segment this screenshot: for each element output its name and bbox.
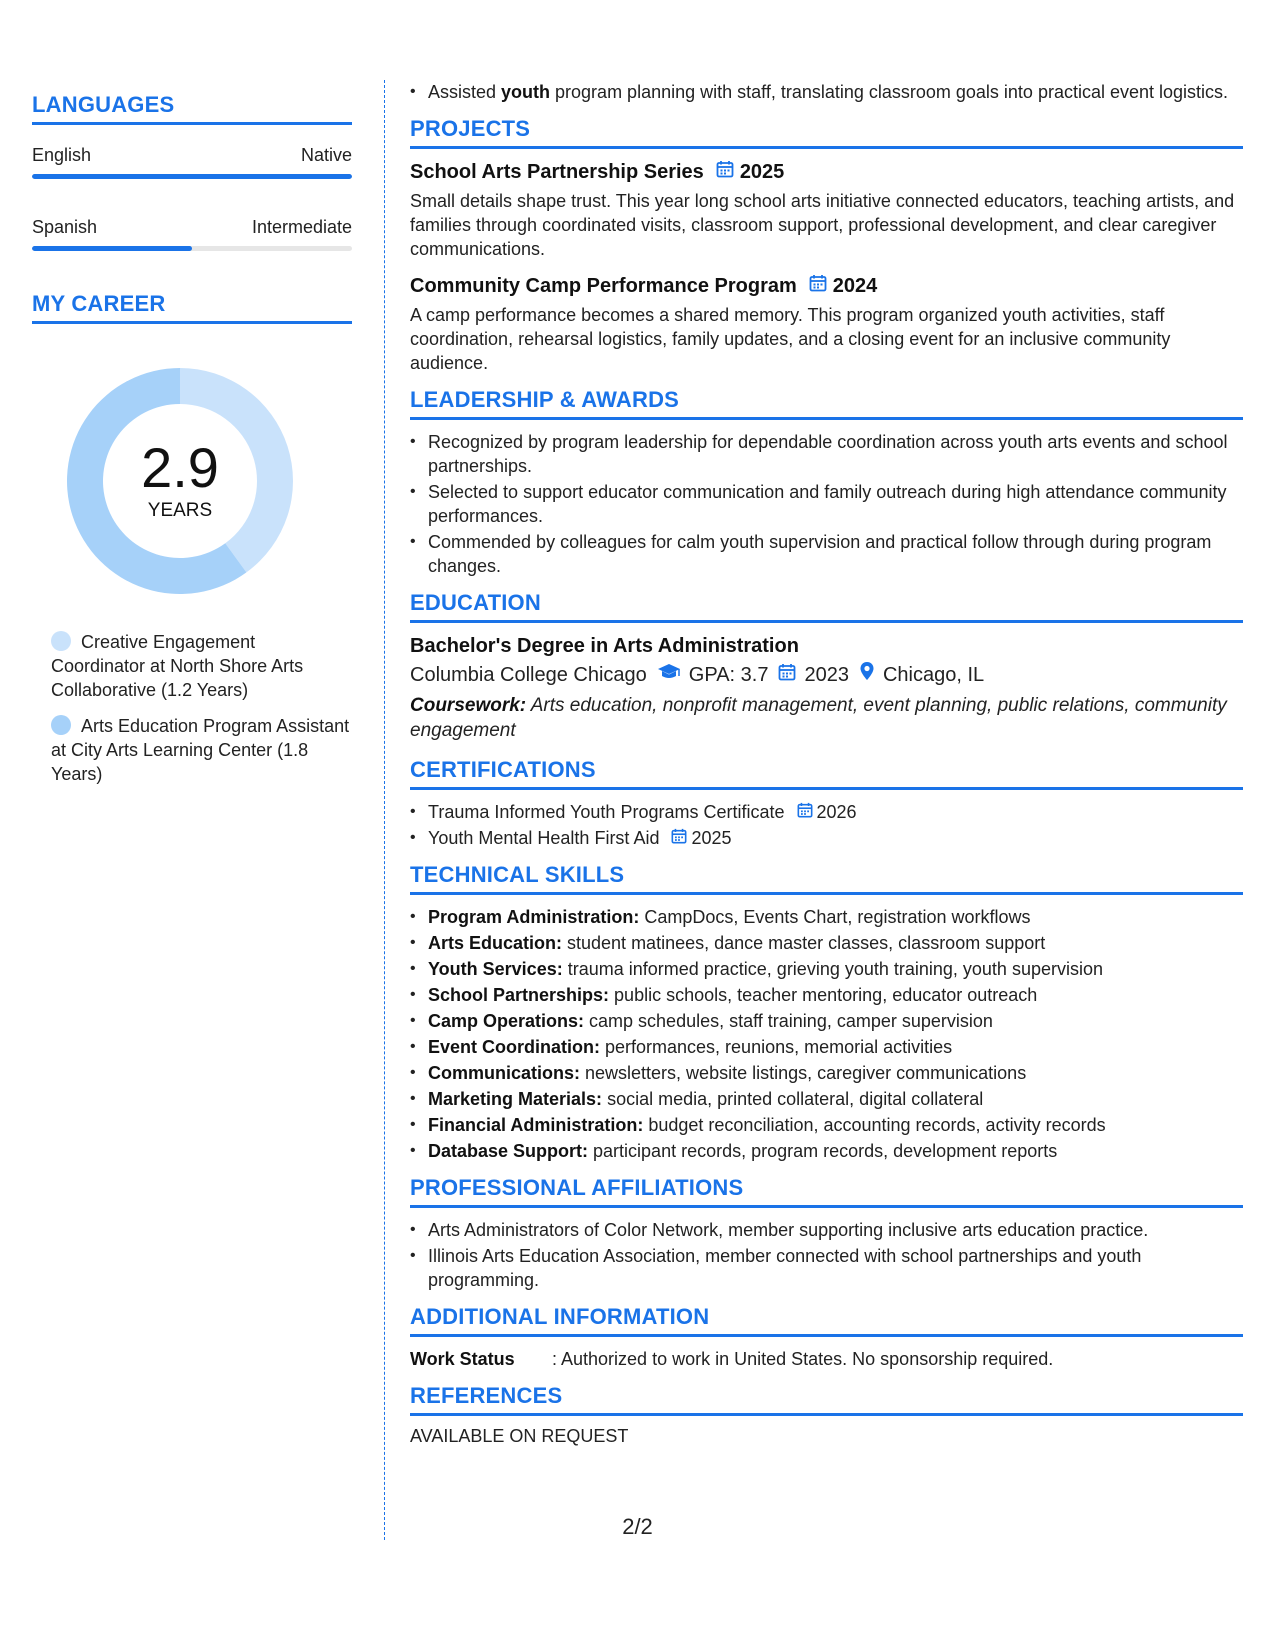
leadership-bullet: • Selected to support educator communication and family outreach during high attendance community performances.: [410, 480, 1243, 528]
project-year: 2025: [739, 161, 785, 183]
calendar-icon: [671, 826, 687, 850]
career-donut: [67, 368, 293, 594]
skill-item: • Financial Administration: budget reconciliation, accounting records, activity records: [410, 1113, 1243, 1137]
project-item: [410, 273, 1243, 375]
skill-item: • School Partnerships: public schools, teacher mentoring, educator outreach: [410, 983, 1243, 1007]
language-row-spanish: [32, 217, 352, 238]
right-column: [410, 80, 1243, 1447]
leadership-bullet: • Commended by colleagues for calm youth supervision and practical follow through during program changes.: [410, 530, 1243, 578]
language-bar-english: [32, 174, 352, 179]
gpa: GPA: 3.7: [688, 664, 769, 686]
degree-title: Bachelor's Degree in Arts Administration: [410, 635, 799, 657]
graduation-year: 2023: [804, 664, 849, 686]
career-legend: [32, 630, 352, 786]
legend-dot: [51, 715, 71, 735]
language-name: English: [32, 145, 92, 165]
language-name: Spanish: [32, 217, 98, 237]
language-bar-fill: [32, 246, 192, 251]
career-legend-label: Creative Engagement Coordinator at North Shore Arts Collaborative (1.2 Years): [51, 632, 304, 700]
project-name: Community Camp Performance Program: [410, 275, 797, 297]
affiliations-title: PROFESSIONAL AFFILIATIONS: [410, 1175, 1243, 1208]
skill-item: • Event Coordination: performances, reunions, memorial activities: [410, 1035, 1243, 1059]
certification-item: • Trauma Informed Youth Programs Certificate 2026: [410, 800, 1243, 824]
school-name: Columbia College Chicago: [410, 664, 647, 686]
calendar-icon: [809, 273, 827, 299]
calendar-icon: [716, 159, 734, 185]
additional-title: ADDITIONAL INFORMATION: [410, 1304, 1243, 1337]
left-column: [32, 92, 352, 798]
languages-title: LANGUAGES: [32, 92, 352, 125]
references-text: AVAILABLE ON REQUEST: [410, 1426, 629, 1446]
certifications-title: CERTIFICATIONS: [410, 757, 1243, 790]
skill-item: • Program Administration: CampDocs, Events Chart, registration workflows: [410, 905, 1243, 929]
career-section: [32, 291, 352, 786]
project-name: School Arts Partnership Series: [410, 161, 704, 183]
language-bar-fill: [32, 174, 352, 179]
language-bar-spanish: [32, 246, 352, 251]
work-status-value: : Authorized to work in United States. No sponsorship required.: [552, 1349, 1054, 1369]
projects-section: [410, 116, 1243, 375]
skill-item: • Arts Education: student matinees, dance master classes, classroom support: [410, 931, 1243, 955]
career-title: MY CAREER: [32, 291, 352, 324]
certification-item: • Youth Mental Health First Aid 2025: [410, 826, 1243, 850]
calendar-icon: [778, 659, 796, 691]
location-pin-icon: [859, 659, 875, 691]
skill-item: • Youth Services: trauma informed practice, grieving youth training, youth supervision: [410, 957, 1243, 981]
project-description: A camp performance becomes a shared memory. This program organized youth activities, staff coordination, rehearsal logistics, family updates, and a closing event for an inclusive community audience.: [410, 305, 1171, 373]
project-description: Small details shape trust. This year long school arts initiative connected educators, teaching artists, and families through coordinated visits, classroom support, professional development, and clear caregiver communications.: [410, 191, 1235, 259]
work-status-label: Work Status: [410, 1349, 515, 1369]
career-legend-label: Arts Education Program Assistant at City Arts Learning Center (1.8 Years): [51, 716, 350, 784]
experience-bullet: • Assisted youth program planning with staff, translating classroom goals into practical event logistics.: [410, 80, 1243, 104]
graduation-cap-icon: [657, 659, 681, 691]
affiliations-section: [410, 1175, 1243, 1292]
language-row-english: [32, 145, 352, 166]
legend-dot: [51, 631, 71, 651]
skill-item: • Camp Operations: camp schedules, staff training, camper supervision: [410, 1009, 1243, 1033]
career-total: 2.9: [141, 436, 219, 499]
project-year: 2024: [832, 275, 878, 297]
education-title: EDUCATION: [410, 590, 1243, 623]
references-title: REFERENCES: [410, 1383, 1243, 1416]
career-legend-item: [51, 630, 352, 702]
career-legend-item: [51, 714, 352, 786]
projects-title: PROJECTS: [410, 116, 1243, 149]
leadership-title: LEADERSHIP & AWARDS: [410, 387, 1243, 420]
additional-section: [410, 1304, 1243, 1371]
project-item: [410, 159, 1243, 261]
certifications-section: [410, 757, 1243, 850]
references-section: [410, 1383, 1243, 1447]
column-divider: [384, 80, 385, 1540]
education-meta: [410, 659, 1243, 691]
affiliation-item: • Illinois Arts Education Association, member connected with school partnerships and youth programming.: [410, 1244, 1243, 1292]
skill-item: • Marketing Materials: social media, printed collateral, digital collateral: [410, 1087, 1243, 1111]
experience-tail-list: [410, 80, 1243, 104]
affiliation-item: • Arts Administrators of Color Network, member supporting inclusive arts education practice.: [410, 1218, 1243, 1242]
skills-section: [410, 862, 1243, 1163]
skills-title: TECHNICAL SKILLS: [410, 862, 1243, 895]
work-status-row: [410, 1347, 1243, 1371]
leadership-section: [410, 387, 1243, 578]
skill-item: • Communications: newsletters, website listings, caregiver communications: [410, 1061, 1243, 1085]
page-number: 2/2: [622, 1514, 653, 1539]
languages-section: [32, 92, 352, 251]
language-level: Native: [300, 145, 352, 165]
language-level: Intermediate: [251, 217, 352, 237]
school-location: Chicago, IL: [882, 664, 985, 686]
calendar-icon: [797, 800, 813, 824]
career-unit: YEARS: [147, 500, 213, 521]
leadership-bullet: • Recognized by program leadership for dependable coordination across youth arts events and school partnerships.: [410, 430, 1243, 478]
education-section: [410, 590, 1243, 743]
coursework: Coursework: Arts education, nonprofit management, event planning, public relations, community engagement: [410, 695, 1227, 741]
skill-item: • Database Support: participant records, program records, development reports: [410, 1139, 1243, 1163]
